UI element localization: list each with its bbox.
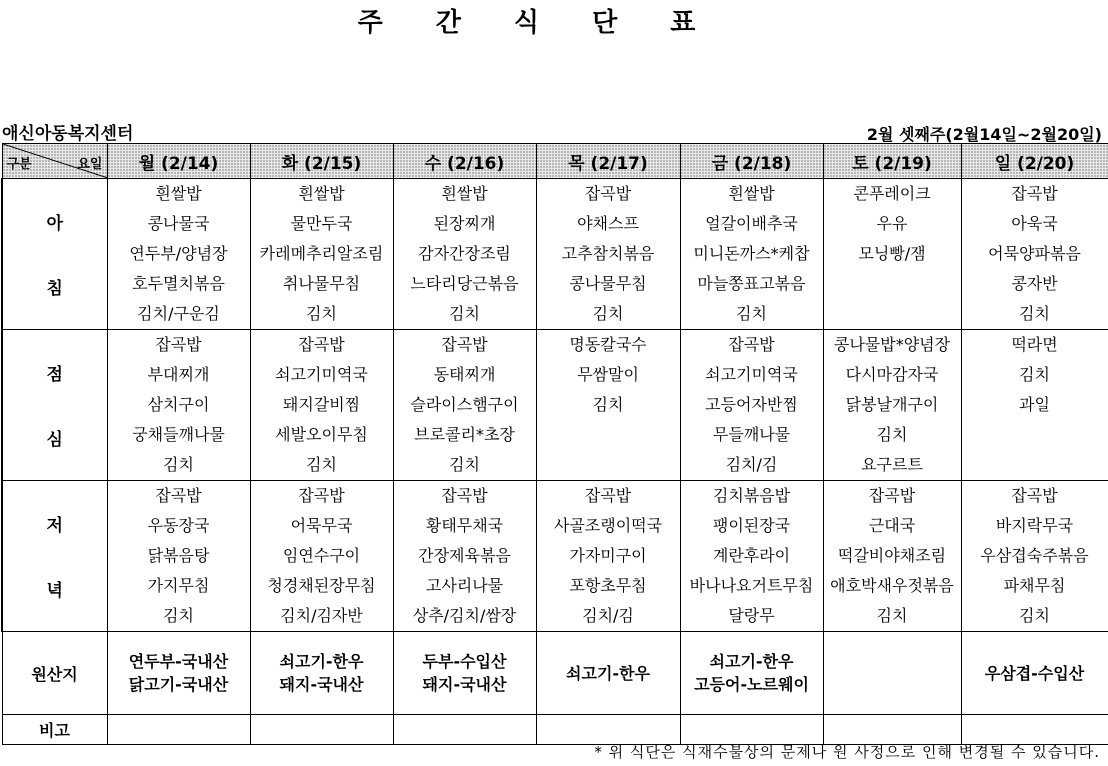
menu-item: 세발오이무침 bbox=[250, 420, 393, 450]
meal-label-bottom: 침 bbox=[46, 279, 63, 299]
menu-item: 김치 bbox=[393, 299, 536, 330]
day-header: 금 (2/18) bbox=[680, 144, 823, 179]
menu-item: 김치 bbox=[250, 299, 393, 330]
menu-item: 잡곡밥 bbox=[393, 481, 536, 512]
meal-label-bottom: 심 bbox=[46, 430, 63, 450]
menu-item: 명동칼국수 bbox=[536, 330, 680, 361]
menu-item: 황태무채국 bbox=[393, 511, 536, 541]
menu-item: 마늘쫑표고볶음 bbox=[680, 269, 823, 299]
origin-label: 원산지 bbox=[2, 632, 107, 715]
menu-item: 콩나물밥*양념장 bbox=[823, 330, 961, 361]
menu-item: 잡곡밥 bbox=[393, 330, 536, 361]
center-name: 애신아동복지센터 bbox=[2, 124, 134, 144]
menu-item: 궁채들깨나물 bbox=[107, 420, 250, 450]
menu-item: 바나나요거트무침 bbox=[680, 571, 823, 601]
meal-row bbox=[2, 360, 1108, 390]
menu-item: 바지락무국 bbox=[961, 511, 1108, 541]
menu-item: 고등어자반찜 bbox=[680, 390, 823, 420]
note-row bbox=[2, 715, 1108, 745]
menu-item: 우삼겹숙주볶음 bbox=[961, 541, 1108, 571]
day-header: 화 (2/15) bbox=[250, 144, 393, 179]
menu-item: 잡곡밥 bbox=[680, 330, 823, 361]
menu-item: 무들깨나물 bbox=[680, 420, 823, 450]
menu-item: 잡곡밥 bbox=[107, 481, 250, 512]
menu-item: 잡곡밥 bbox=[107, 330, 250, 361]
menu-item: 무쌈말이 bbox=[536, 360, 680, 390]
menu-item: 사골조랭이떡국 bbox=[536, 511, 680, 541]
menu-item: 콩나물국 bbox=[107, 209, 250, 239]
menu-item: 김치 bbox=[823, 420, 961, 450]
menu-item: 김치 bbox=[107, 450, 250, 481]
menu-item: 감자간장조림 bbox=[393, 239, 536, 269]
menu-item: 임연수구이 bbox=[250, 541, 393, 571]
menu-item: 가자미구이 bbox=[536, 541, 680, 571]
note-label: 비고 bbox=[2, 715, 107, 745]
meal-row bbox=[2, 330, 1108, 361]
menu-item: 콩나물무침 bbox=[536, 269, 680, 299]
note-cell bbox=[823, 715, 961, 745]
menu-item: 고사리나물 bbox=[393, 571, 536, 601]
note-cell bbox=[536, 715, 680, 745]
menu-item: 김치볶음밥 bbox=[680, 481, 823, 512]
menu-item: 떡라면 bbox=[961, 330, 1108, 361]
meal-row bbox=[2, 450, 1108, 481]
menu-item: 흰쌀밥 bbox=[393, 179, 536, 210]
menu-item: 애호박새우젓볶음 bbox=[823, 571, 961, 601]
meal-section-label bbox=[2, 179, 107, 330]
meal-label-bottom: 녁 bbox=[46, 581, 63, 601]
corner-label-category: 구분 bbox=[6, 157, 32, 172]
menu-item: 모닝빵/잼 bbox=[823, 239, 961, 269]
meal-row bbox=[2, 269, 1108, 299]
origin-cell: 두부-수입산 돼지-국내산 bbox=[393, 632, 536, 715]
menu-item: 흰쌀밥 bbox=[680, 179, 823, 210]
menu-item: 요구르트 bbox=[823, 450, 961, 481]
menu-item: 된장찌개 bbox=[393, 209, 536, 239]
menu-item: 잡곡밥 bbox=[961, 481, 1108, 512]
meal-row bbox=[2, 239, 1108, 269]
menu-item: 김치 bbox=[250, 450, 393, 481]
menu-item: 우동장국 bbox=[107, 511, 250, 541]
day-header: 일 (2/20) bbox=[961, 144, 1108, 179]
menu-item: 김치 bbox=[680, 299, 823, 330]
menu-item: 미니돈까스*케찹 bbox=[680, 239, 823, 269]
meal-row bbox=[2, 209, 1108, 239]
menu-item: 아욱국 bbox=[961, 209, 1108, 239]
menu-item: 얼갈이배추국 bbox=[680, 209, 823, 239]
menu-item: 동태찌개 bbox=[393, 360, 536, 390]
meal-label-top: 저 bbox=[46, 516, 63, 536]
note-cell bbox=[107, 715, 250, 745]
menu-item: 연두부/양념장 bbox=[107, 239, 250, 269]
menu-item: 김치 bbox=[823, 601, 961, 632]
menu-item: 김치 bbox=[536, 299, 680, 330]
corner-header bbox=[2, 144, 107, 179]
origin-cell: 우삼겹-수입산 bbox=[961, 632, 1108, 715]
menu-item: 파채무침 bbox=[961, 571, 1108, 601]
menu-item: 김치 bbox=[961, 360, 1108, 390]
weekly-menu-table bbox=[1, 143, 1108, 745]
menu-item: 가지무침 bbox=[107, 571, 250, 601]
menu-item: 김치 bbox=[107, 601, 250, 632]
note-cell bbox=[393, 715, 536, 745]
menu-item: 닭볶음탕 bbox=[107, 541, 250, 571]
meal-row bbox=[2, 511, 1108, 541]
origin-cell: 쇠고기-한우 bbox=[536, 632, 680, 715]
origin-cell bbox=[823, 632, 961, 715]
day-header: 토 (2/19) bbox=[823, 144, 961, 179]
menu-item: 김치/김 bbox=[680, 450, 823, 481]
footnote: * 위 식단은 식재수불상의 문제나 원 사정으로 인해 변경될 수 있습니다. bbox=[594, 743, 1100, 761]
meal-row bbox=[2, 179, 1108, 210]
meal-row bbox=[2, 299, 1108, 330]
meal-label-top: 아 bbox=[46, 214, 63, 234]
menu-item: 김치 bbox=[961, 299, 1108, 330]
meal-row bbox=[2, 571, 1108, 601]
menu-item: 다시마감자국 bbox=[823, 360, 961, 390]
menu-item: 김치 bbox=[536, 390, 680, 420]
corner-label-day: 요일 bbox=[77, 157, 103, 172]
day-header: 목 (2/17) bbox=[536, 144, 680, 179]
page-title: 주 간 식 단 표 bbox=[357, 8, 718, 38]
menu-item: 잡곡밥 bbox=[250, 481, 393, 512]
menu-item bbox=[961, 450, 1108, 481]
note-cell bbox=[680, 715, 823, 745]
menu-item bbox=[823, 299, 961, 330]
menu-item: 김치/구운김 bbox=[107, 299, 250, 330]
origin-row bbox=[2, 632, 1108, 715]
menu-item: 잡곡밥 bbox=[961, 179, 1108, 210]
menu-item: 달랑무 bbox=[680, 601, 823, 632]
meal-section-label bbox=[2, 330, 107, 481]
menu-item bbox=[961, 420, 1108, 450]
menu-item: 상추/김치/쌈장 bbox=[393, 601, 536, 632]
meal-row bbox=[2, 481, 1108, 512]
menu-item: 부대찌개 bbox=[107, 360, 250, 390]
menu-item: 돼지갈비찜 bbox=[250, 390, 393, 420]
menu-item: 어묵무국 bbox=[250, 511, 393, 541]
menu-item: 김치/김 bbox=[536, 601, 680, 632]
menu-item: 잡곡밥 bbox=[536, 179, 680, 210]
menu-item: 잡곡밥 bbox=[536, 481, 680, 512]
menu-item: 야채스프 bbox=[536, 209, 680, 239]
meal-label-top: 점 bbox=[46, 365, 63, 385]
menu-item: 어묵양파볶음 bbox=[961, 239, 1108, 269]
menu-item: 청경채된장무침 bbox=[250, 571, 393, 601]
menu-item: 쇠고기미역국 bbox=[680, 360, 823, 390]
menu-item: 흰쌀밥 bbox=[107, 179, 250, 210]
menu-item: 콘푸레이크 bbox=[823, 179, 961, 210]
menu-item: 브로콜리*초장 bbox=[393, 420, 536, 450]
meal-section-label bbox=[2, 481, 107, 632]
note-cell bbox=[961, 715, 1108, 745]
meal-row bbox=[2, 420, 1108, 450]
origin-cell: 쇠고기-한우 돼지-국내산 bbox=[250, 632, 393, 715]
menu-item: 김치 bbox=[393, 450, 536, 481]
menu-item: 콩자반 bbox=[961, 269, 1108, 299]
menu-item: 잡곡밥 bbox=[823, 481, 961, 512]
menu-item: 김치/김자반 bbox=[250, 601, 393, 632]
meal-row bbox=[2, 390, 1108, 420]
origin-cell: 연두부-국내산 닭고기-국내산 bbox=[107, 632, 250, 715]
meal-row bbox=[2, 541, 1108, 571]
menu-item: 쇠고기미역국 bbox=[250, 360, 393, 390]
menu-item: 잡곡밥 bbox=[250, 330, 393, 361]
menu-item: 물만두국 bbox=[250, 209, 393, 239]
menu-item: 떡갈비야채조림 bbox=[823, 541, 961, 571]
menu-item: 닭봉날개구이 bbox=[823, 390, 961, 420]
menu-item: 우유 bbox=[823, 209, 961, 239]
menu-item: 취나물무침 bbox=[250, 269, 393, 299]
menu-item bbox=[823, 269, 961, 299]
menu-body bbox=[2, 179, 1108, 632]
day-header: 월 (2/14) bbox=[107, 144, 250, 179]
day-header: 수 (2/16) bbox=[393, 144, 536, 179]
menu-item: 팽이된장국 bbox=[680, 511, 823, 541]
week-label: 2월 셋째주(2월14일~2월20일) bbox=[866, 125, 1102, 144]
menu-item: 근대국 bbox=[823, 511, 961, 541]
menu-item: 카레메추리알조림 bbox=[250, 239, 393, 269]
menu-item: 삼치구이 bbox=[107, 390, 250, 420]
menu-item: 고추참치볶음 bbox=[536, 239, 680, 269]
menu-item: 포항초무침 bbox=[536, 571, 680, 601]
meal-row bbox=[2, 601, 1108, 632]
menu-item: 계란후라이 bbox=[680, 541, 823, 571]
menu-item bbox=[536, 450, 680, 481]
menu-item: 슬라이스햄구이 bbox=[393, 390, 536, 420]
menu-item bbox=[536, 420, 680, 450]
note-cell bbox=[250, 715, 393, 745]
menu-item: 간장제육볶음 bbox=[393, 541, 536, 571]
menu-item: 느타리당근볶음 bbox=[393, 269, 536, 299]
menu-item: 과일 bbox=[961, 390, 1108, 420]
menu-item: 흰쌀밥 bbox=[250, 179, 393, 210]
header-row bbox=[2, 144, 1108, 179]
menu-item: 김치 bbox=[961, 601, 1108, 632]
menu-item: 호두멸치볶음 bbox=[107, 269, 250, 299]
origin-cell: 쇠고기-한우 고등어-노르웨이 bbox=[680, 632, 823, 715]
